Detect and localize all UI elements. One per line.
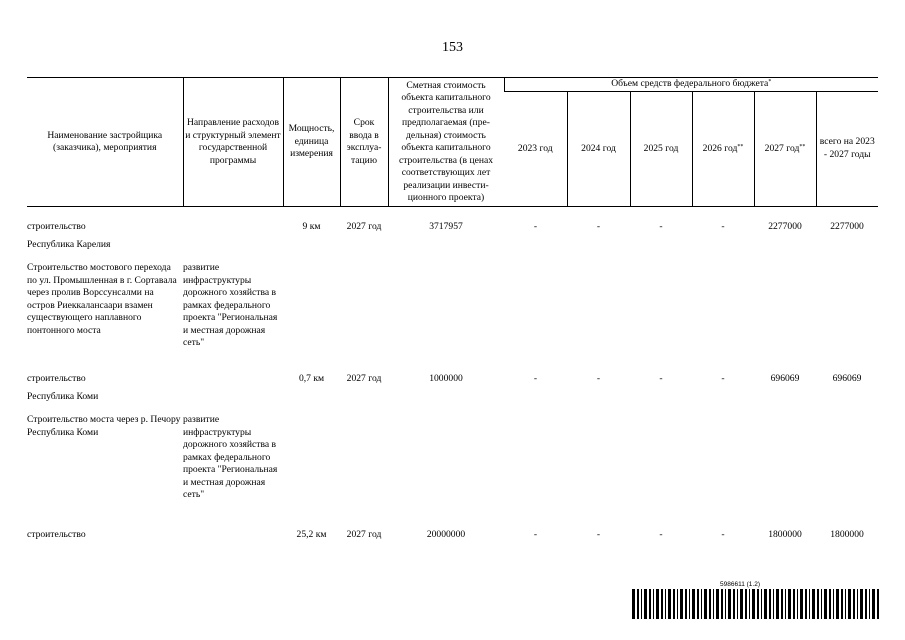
barcode-bar [653, 589, 654, 619]
budget-table [27, 77, 878, 547]
barcode-bar [661, 589, 663, 619]
barcode-bar [776, 589, 779, 619]
row-capacity: 9 км [302, 221, 321, 232]
barcode-icon [632, 589, 882, 619]
row-2025: - [659, 221, 663, 232]
page-number: 153 [442, 40, 463, 55]
row-2026: - [721, 529, 725, 540]
barcode-bar [677, 589, 678, 619]
barcode-bar [769, 589, 771, 619]
barcode-bar [685, 589, 687, 619]
barcode-bar [853, 589, 855, 619]
row-2027: 2277000 [768, 221, 802, 232]
header-name: Наименование застройщика (заказчика), мероприятия [27, 78, 183, 207]
row-2025: - [659, 373, 663, 384]
barcode-bar [869, 589, 870, 619]
barcode-bar [800, 589, 803, 619]
header-federal-budget [504, 78, 878, 92]
row-name: строительство [27, 529, 86, 540]
header-direction: Направление расходов и структурный элемент государственной программы [183, 78, 283, 207]
barcode-bar [656, 589, 659, 619]
barcode-bar [833, 589, 834, 619]
row-capacity: 0,7 км [298, 373, 325, 384]
barcode-bar [817, 589, 819, 619]
barcode-bar [809, 589, 810, 619]
barcode-bar [733, 589, 735, 619]
row-cost: 20000000 [426, 529, 466, 540]
federal-budget-mark: * [768, 79, 772, 86]
header-2027-mark: ** [799, 143, 806, 150]
row-2023: - [533, 373, 538, 384]
barcode-bar [649, 589, 651, 619]
barcode-bar [860, 589, 863, 619]
row-term: 2027 год [346, 221, 382, 232]
row-2023: - [533, 221, 538, 232]
barcode-bar [761, 589, 762, 619]
row-2027: 1800000 [768, 529, 802, 540]
barcode-bar [752, 589, 755, 619]
row-2026: - [721, 373, 725, 384]
header-capacity: Мощность, единица измерения [283, 78, 340, 207]
row-cost: 3717957 [429, 221, 463, 232]
barcode-bar [857, 589, 858, 619]
barcode-bar [788, 589, 791, 619]
row-term: 2027 год [346, 373, 382, 384]
barcode-bar [740, 589, 743, 619]
header-2023: 2023 год [504, 91, 567, 206]
row-2023: - [533, 529, 538, 540]
row-2026: - [721, 221, 725, 232]
barcode-bar [785, 589, 786, 619]
row-name: строительство [27, 221, 86, 232]
header-2027 [754, 91, 816, 206]
barcode-bar [637, 589, 639, 619]
project-direction: развитие инфраструктуры дорожного хозяйства в рамках федерального проекта "Региональная и местная дорожная сеть" [183, 262, 278, 348]
barcode-bar [764, 589, 767, 619]
row-cost: 1000000 [429, 373, 463, 384]
barcode-bar [757, 589, 759, 619]
barcode-bar [841, 589, 843, 619]
barcode-bar [829, 589, 831, 619]
project-name: Строительство моста через р. Печору Республика Коми [27, 414, 181, 438]
region-row [27, 239, 878, 253]
barcode-bar [848, 589, 851, 619]
row-term: 2027 год [346, 529, 382, 540]
row-name: строительство [27, 373, 86, 384]
project-row [27, 259, 878, 373]
header-2026 [692, 91, 754, 206]
header-2024: 2024 год [567, 91, 630, 206]
project-name: Строительство мостового перехода по ул. Промышленная в г. Сортавала через пролив Ворссунсалми на остров Риеккалансаари взамен существующего наплавного понтонного моста [27, 262, 177, 336]
header-total: всего на 2023 - 2027 годы [816, 91, 878, 206]
barcode-bar [709, 589, 711, 619]
row-2024: - [596, 221, 601, 232]
barcode-bar [793, 589, 795, 619]
federal-budget-label: Объем средств федерального бюджета [611, 78, 769, 90]
project-direction: развитие инфраструктуры дорожного хозяйства в рамках федерального проекта "Региональная и местная дорожная сеть" [183, 414, 278, 500]
barcode-number: 5986611 (1.2) [720, 581, 760, 588]
table-row [27, 529, 878, 547]
barcode-bar [716, 589, 719, 619]
header-term: Срок ввода в эксплуа-тацию [340, 78, 388, 207]
header-2027-label: 2027 год [764, 142, 800, 154]
barcode-bar [728, 589, 731, 619]
header-2025: 2025 год [630, 91, 692, 206]
row-2027: 696069 [770, 373, 800, 384]
barcode-bar [644, 589, 647, 619]
barcode-bar [725, 589, 726, 619]
header-2026-label: 2026 год [702, 142, 738, 154]
row-capacity: 25,2 км [296, 529, 327, 540]
barcode-bar [680, 589, 683, 619]
barcode-bar [665, 589, 666, 619]
barcode-bar [668, 589, 671, 619]
barcode-bar [877, 589, 879, 619]
header-2026-mark: ** [737, 143, 744, 150]
header-cost: Сметная стоимость объекта капитального строительства или предполагаемая (пре-дельная) стоимость объекта капитального строительства (в ценах соответствующих лет реализации инвести-ционного проекта) [388, 78, 504, 207]
barcode-bar [872, 589, 875, 619]
barcode-bar [721, 589, 723, 619]
row-2024: - [596, 373, 601, 384]
row-2024: - [596, 529, 601, 540]
barcode-bar [781, 589, 783, 619]
barcode-bar [689, 589, 690, 619]
row-total: 696069 [832, 373, 862, 384]
barcode-bar [641, 589, 642, 619]
barcode-bar [749, 589, 750, 619]
barcode-bar [797, 589, 798, 619]
region-row [27, 391, 878, 405]
barcode-bar [805, 589, 807, 619]
barcode-bar [692, 589, 695, 619]
barcode-bar [697, 589, 699, 619]
barcode-bar [713, 589, 714, 619]
barcode-bar [745, 589, 747, 619]
table-row [27, 221, 878, 239]
row-2025: - [659, 529, 663, 540]
barcode-bar [673, 589, 675, 619]
row-total: 2277000 [830, 221, 864, 232]
barcode-bar [821, 589, 822, 619]
barcode-bar [704, 589, 707, 619]
barcode-bar [737, 589, 738, 619]
project-row [27, 411, 878, 529]
barcode-bar [632, 589, 635, 619]
region-name: Республика Карелия [27, 239, 111, 250]
row-total: 1800000 [830, 529, 864, 540]
barcode-bar [836, 589, 839, 619]
barcode-bar [701, 589, 702, 619]
region-name: Республика Коми [27, 391, 99, 402]
barcode-bar [812, 589, 815, 619]
barcode-bar [824, 589, 827, 619]
barcode-bar [773, 589, 774, 619]
barcode-bar [845, 589, 846, 619]
barcode-bar [865, 589, 867, 619]
table-row [27, 373, 878, 391]
